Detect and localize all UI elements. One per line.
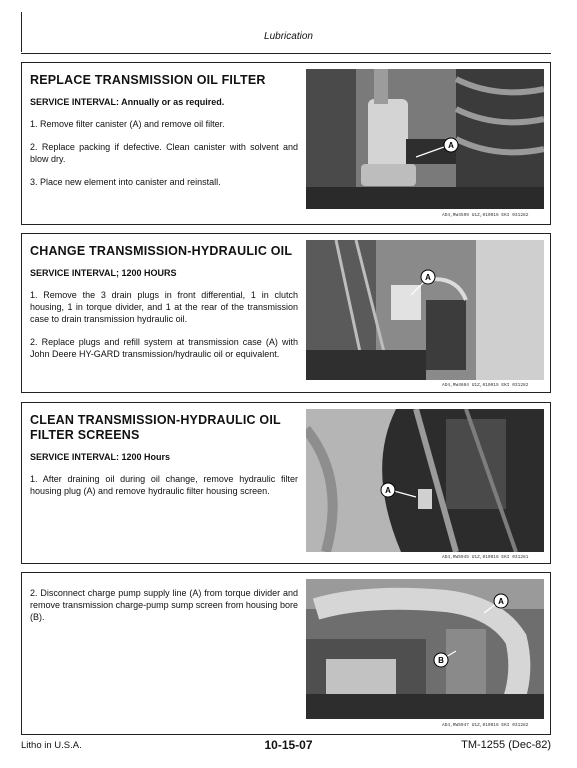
service-interval: SERVICE INTERVAL; 1200 HOURS: [30, 268, 177, 278]
panel-text: [30, 587, 298, 634]
callout-b: B: [438, 656, 444, 665]
panel-replace-filter: [21, 62, 551, 225]
panel-charge-pump: [21, 572, 551, 735]
panel-text: [30, 413, 298, 508]
panel-title: REPLACE TRANSMISSION OIL FILTER: [30, 73, 266, 87]
step: 1. Remove the 3 drain plugs in front differential, 1 in clutch housing, 1 in torque divider, and 1 at the rear of the transmission case to drain transmission hydraulic oil.: [30, 290, 298, 324]
photo-filter-housing: [306, 409, 544, 552]
step: 2. Replace packing if defective. Clean canister with solvent and blow dry.: [30, 142, 298, 164]
photo-filter-canister: [306, 69, 544, 209]
photo-transmission-case: [306, 240, 544, 380]
callout-a: A: [498, 597, 504, 606]
callout-a: A: [425, 273, 431, 282]
panel-title: CHANGE TRANSMISSION-HYDRAULIC OIL: [30, 244, 293, 258]
step: 2. Disconnect charge pump supply line (A) from torque divider and remove transmission charge-pump sump screen from housing bore (B).: [30, 588, 298, 622]
panel-clean-screens: [21, 402, 551, 564]
callout-a: A: [385, 486, 391, 495]
service-interval: SERVICE INTERVAL: 1200 Hours: [30, 452, 171, 462]
header-rule: [21, 53, 551, 54]
step: 2. Replace plugs and refill system at transmission case (A) with John Deere HY-GARD transmission/hydraulic oil or equivalent.: [30, 337, 298, 359]
section-header: Lubrication: [264, 31, 313, 42]
panel-text: [30, 244, 298, 371]
photo-id: AD4,RW5947 U1Z,010016 EKI 031282: [442, 723, 529, 728]
step: 3. Place new element into canister and reinstall.: [30, 177, 221, 187]
footer-page-number: 10-15-07: [264, 738, 313, 752]
photo-id: AD4,RW5945 U1Z,010016 EKI 031281: [442, 555, 529, 560]
step: 1. Remove filter canister (A) and remove oil filter.: [30, 119, 225, 129]
photo-id: AD4,RW4599 U1Z,010016 EKI 031282: [442, 213, 529, 218]
service-interval: SERVICE INTERVAL: Annually or as required.: [30, 97, 225, 107]
photo-charge-pump: [306, 579, 544, 719]
photo-id: AD4,RW4604 U1Z,010015 EKI 031282: [442, 383, 529, 388]
callout-a: A: [448, 141, 454, 150]
panel-title: CLEAN TRANSMISSION-HYDRAULIC OIL FILTER SCREENS: [30, 413, 281, 442]
step: 1. After draining oil during oil change, remove hydraulic filter housing plug (A) and remove hydraulic filter housing screen.: [30, 474, 298, 496]
footer-document-id: TM-1255 (Dec-82): [461, 739, 551, 751]
panel-text: [30, 73, 298, 199]
footer-printer: Litho in U.S.A.: [21, 740, 82, 751]
panel-change-oil: [21, 233, 551, 393]
